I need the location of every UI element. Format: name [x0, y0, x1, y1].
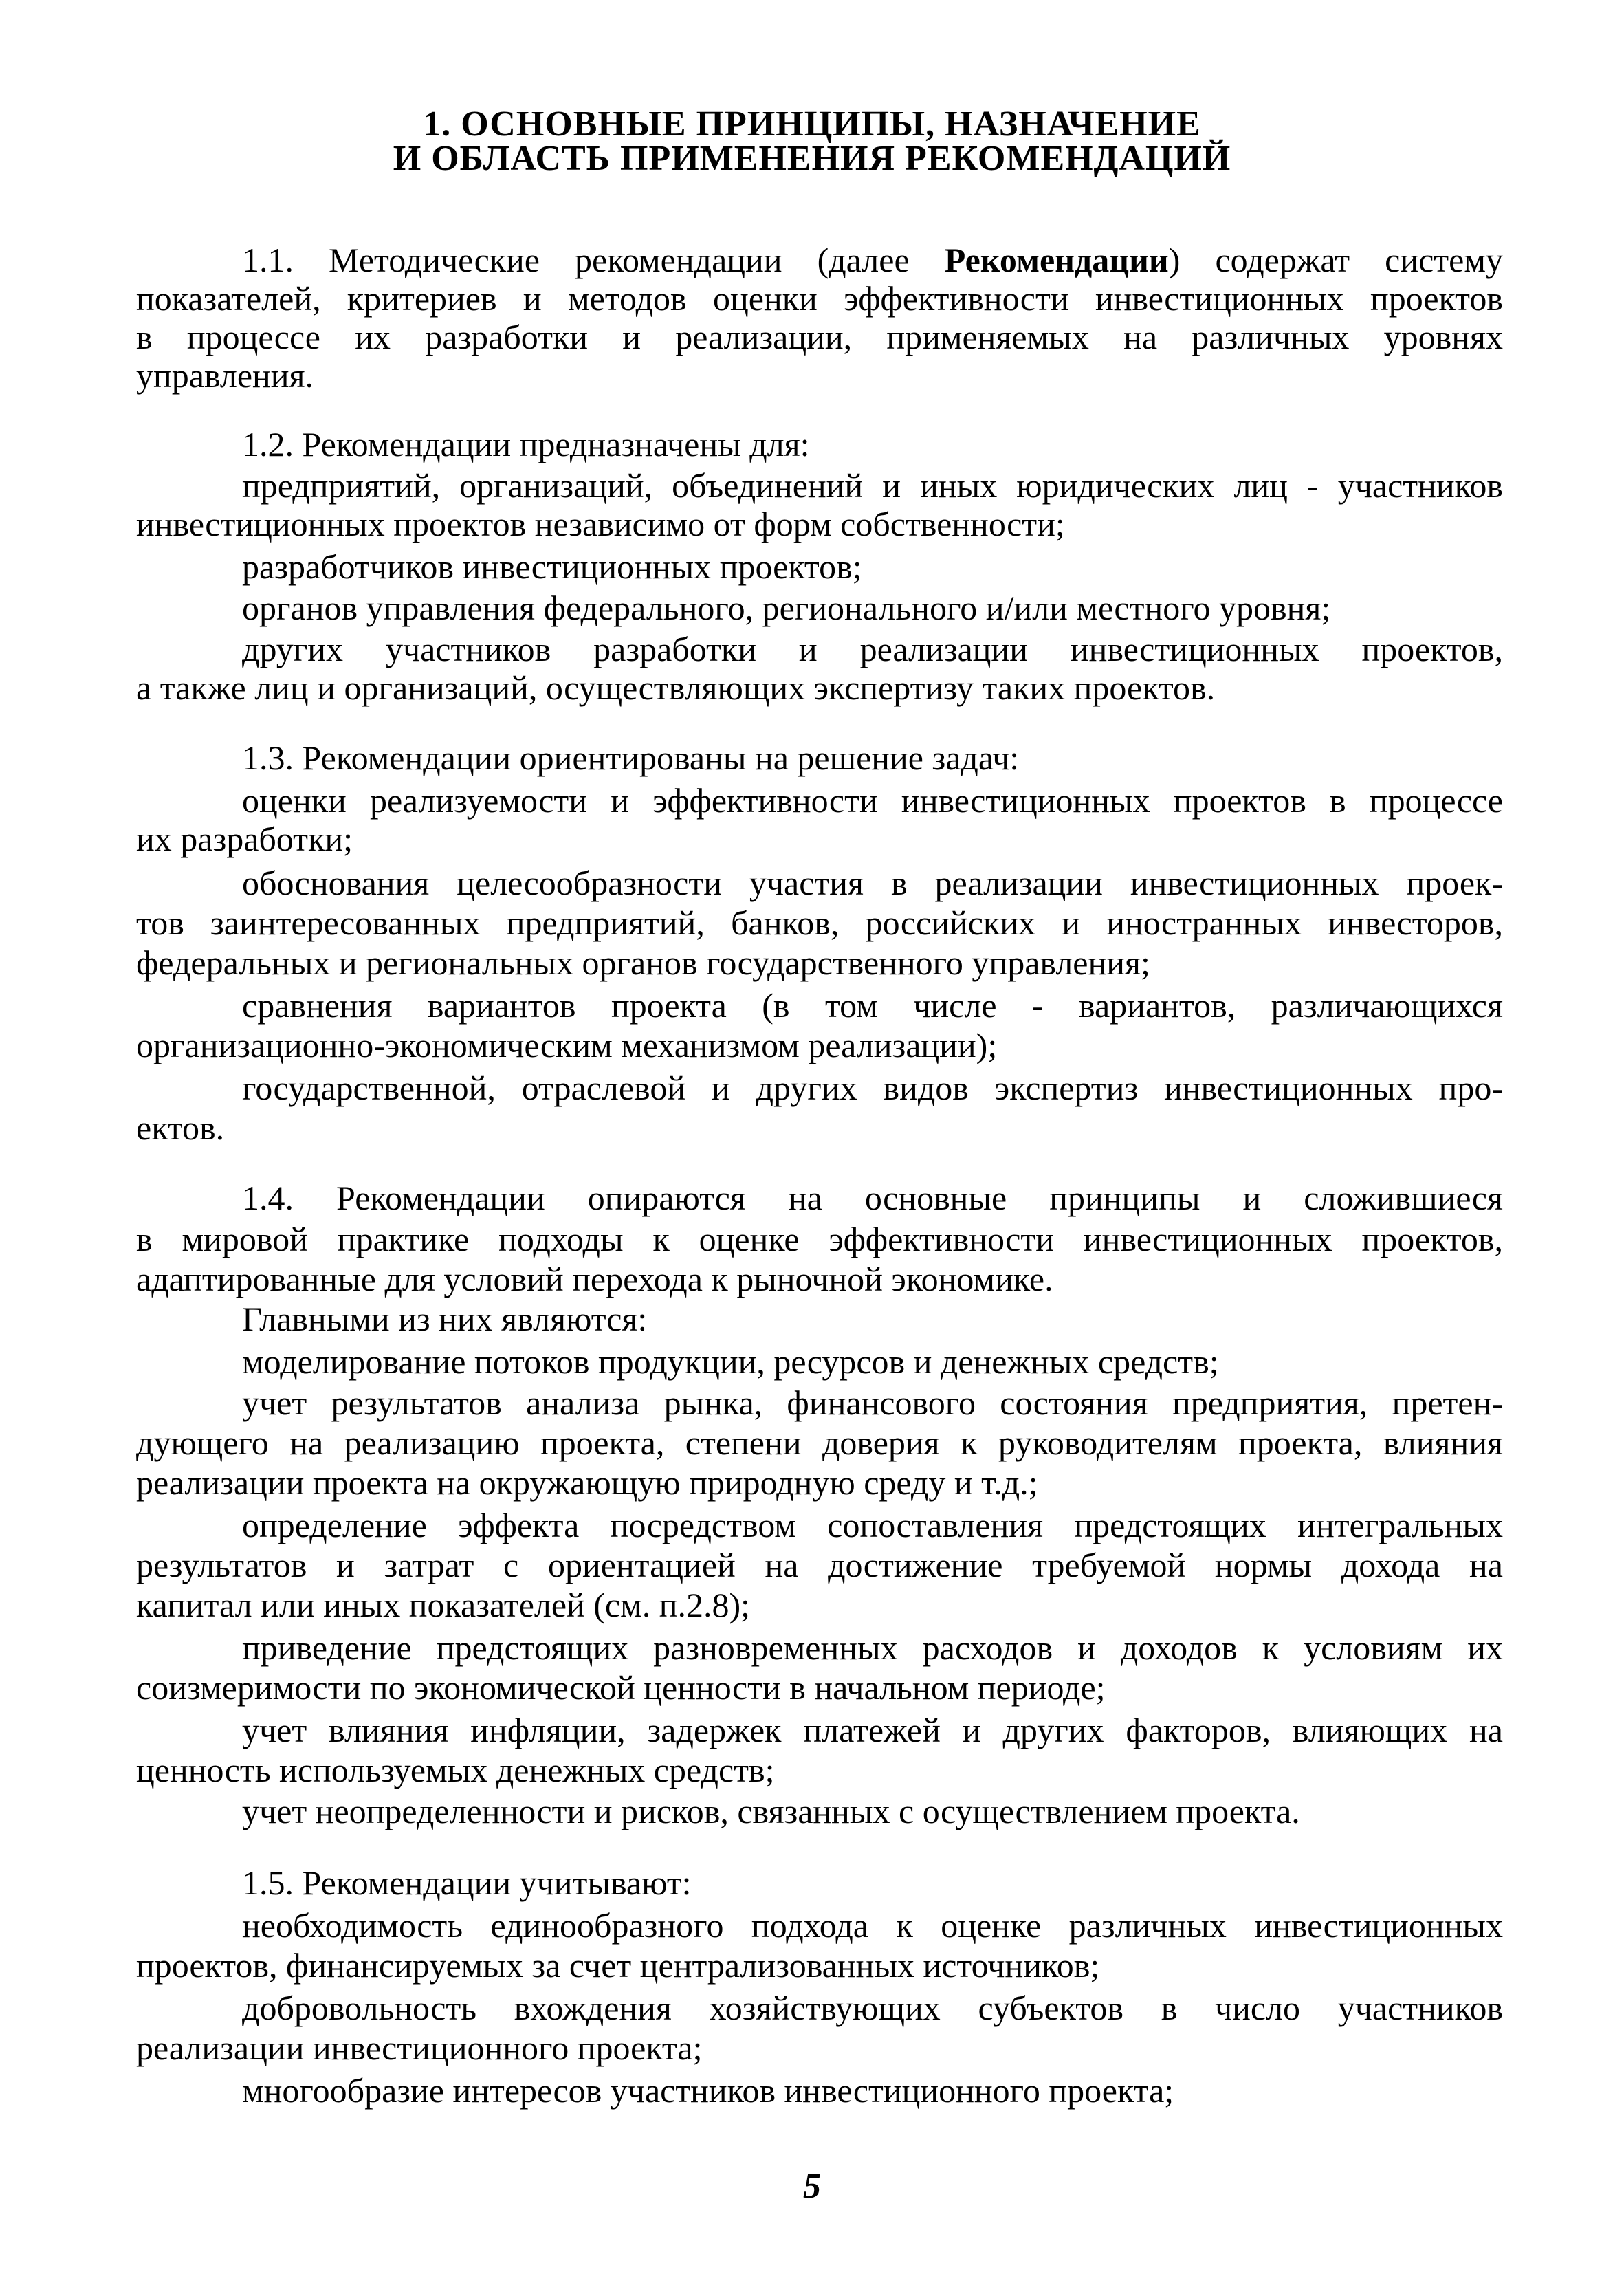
text-line: реализации инвестиционного проекта;: [136, 2029, 703, 2067]
text-line: 1.4. Рекомендации опираются на основные принципы и сложившиеся: [242, 1179, 1503, 1217]
text-line: в мировой практике подходы к оценке эффективности инвестиционных проектов,: [136, 1220, 1503, 1258]
section-heading-line-2: И ОБЛАСТЬ ПРИМЕНЕНИЯ РЕКОМЕНДАЦИЙ: [393, 139, 1231, 178]
text-line: капитал или иных показателей (см. п.2.8);: [136, 1586, 751, 1624]
text-line: многообразие интересов участников инвестиционного проекта;: [242, 2071, 1174, 2110]
text-line: проектов, финансируемых за счет централизованных источников;: [136, 1946, 1100, 1985]
text-line: моделирование потоков продукции, ресурсов и денежных средств;: [242, 1342, 1219, 1381]
text-line: а также лиц и организаций, осуществляющих экспертизу таких проектов.: [136, 668, 1216, 707]
text-line: инвестиционных проектов независимо от форм собственности;: [136, 505, 1065, 543]
text-line: учет неопределенности и рисков, связанных с осуществлением проекта.: [242, 1792, 1300, 1830]
page-number: 5: [803, 2167, 821, 2206]
text-line: предприятий, организаций, объединений и иных юридических лиц - участников: [242, 466, 1503, 505]
section-heading-line-1: 1. ОСНОВНЫЕ ПРИНЦИПЫ, НАЗНАЧЕНИЕ: [423, 105, 1201, 144]
text-line: добровольность вхождения хозяйствующих субъектов в число участников: [242, 1989, 1503, 2027]
text-line: ектов.: [136, 1108, 225, 1147]
text-line: в процессе их разработки и реализации, применяемых на различных уровнях: [136, 318, 1503, 356]
text-line: необходимость единообразного подхода к оценке различных инвестиционных: [242, 1906, 1503, 1945]
text-line: 1.3. Рекомендации ориентированы на решение задач:: [242, 739, 1020, 777]
text-span: ) содержат систему: [1168, 241, 1503, 279]
text-line: учет результатов анализа рынка, финансового состояния предприятия, претен-: [242, 1384, 1503, 1422]
text-line: органов управления федерального, регионального и/или местного уровня;: [242, 589, 1331, 627]
text-line: их разработки;: [136, 820, 353, 858]
text-line: других участников разработки и реализации инвестиционных проектов,: [242, 630, 1503, 668]
text-line: результатов и затрат с ориентацией на достижение требуемой нормы дохода на: [136, 1546, 1503, 1584]
paragraph-1-1-first-line: [242, 239, 1503, 281]
text-line: реализации проекта на окружающую природную среду и т.д.;: [136, 1463, 1038, 1502]
text-line: управления.: [136, 356, 314, 395]
text-line: 1.5. Рекомендации учитывают:: [242, 1863, 692, 1902]
text-line: определение эффекта посредством сопоставления предстоящих интегральных: [242, 1506, 1503, 1544]
text-line: 1.2. Рекомендации предназначены для:: [242, 425, 810, 463]
text-line: сравнения вариантов проекта (в том числе - вариантов, различающихся: [242, 986, 1503, 1025]
text-line: Главными из них являются:: [242, 1300, 648, 1338]
text-line: государственной, отраслевой и других видов экспертиз инвестиционных про-: [242, 1069, 1503, 1107]
text-line: адаптированные для условий перехода к рыночной экономике.: [136, 1260, 1053, 1298]
text-line: учет влияния инфляции, задержек платежей и других факторов, влияющих на: [242, 1711, 1503, 1749]
text-span: 1.1. Методические рекомендации (далее: [242, 241, 945, 279]
text-line: показателей, критериев и методов оценки эффективности инвестиционных проектов: [136, 279, 1503, 318]
text-line: организационно-экономическим механизмом реализации);: [136, 1026, 998, 1064]
text-line: обоснования целесообразности участия в реализации инвестиционных проек-: [242, 864, 1503, 902]
text-line: ценность используемых денежных средств;: [136, 1751, 775, 1789]
text-line: оценки реализуемости и эффективности инвестиционных проектов в процессе: [242, 781, 1503, 820]
text-line: федеральных и региональных органов государственного управления;: [136, 943, 1150, 982]
text-line: соизмеримости по экономической ценности в начальном периоде;: [136, 1668, 1106, 1707]
bold-term: Рекомендации: [944, 241, 1169, 279]
text-line: тов заинтересованных предприятий, банков, российских и иностранных инвесторов,: [136, 904, 1503, 942]
text-line: разработчиков инвестиционных проектов;: [242, 547, 862, 586]
text-line: приведение предстоящих разновременных расходов и доходов к условиям их: [242, 1628, 1503, 1667]
text-line: дующего на реализацию проекта, степени доверия к руководителям проекта, влияния: [136, 1423, 1503, 1462]
